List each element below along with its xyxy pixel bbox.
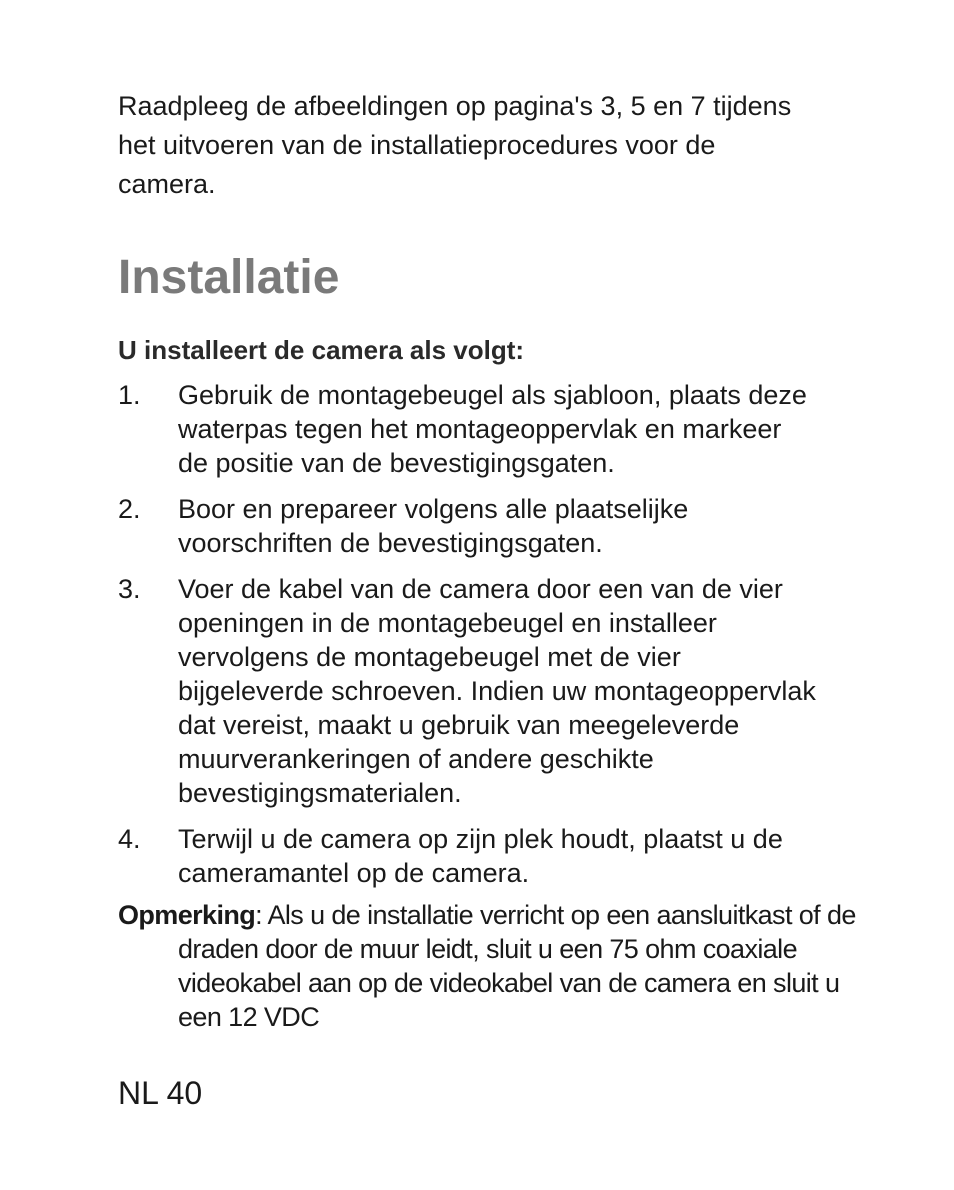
intro-paragraph: Raadpleeg de afbeeldingen op pagina's 3, 5 en 7 tijdens het uitvoeren van de installatieprocedures voor de camera. bbox=[118, 91, 792, 199]
list-item-step-2 bbox=[118, 492, 818, 560]
list-item-step-1 bbox=[118, 378, 818, 480]
list-item-step-3 bbox=[118, 572, 818, 810]
note-text: : Als u de installatie verricht op een aansluitkast of de draden door de muur leidt, sluit u een 75 ohm coaxiale videokabel aan op de videokabel van de camera en sluit u een 12 VDC bbox=[178, 900, 856, 1032]
step-number: 3. bbox=[118, 574, 141, 604]
note-paragraph bbox=[118, 898, 878, 1034]
section-subtitle: U installeert de camera als volgt: bbox=[118, 335, 525, 365]
note-label: Opmerking bbox=[118, 900, 256, 930]
step-text: Gebruik de montagebeugel als sjabloon, plaats deze waterpas tegen het montageoppervlak en markeer de positie van de bevestigingsgaten. bbox=[178, 380, 807, 478]
step-number: 4. bbox=[118, 824, 141, 854]
step-text: Boor en prepareer volgens alle plaatselijke voorschriften de bevestigingsgaten. bbox=[178, 494, 689, 558]
step-text: Terwijl u de camera op zijn plek houdt, plaatst u de cameramantel op de camera. bbox=[178, 824, 783, 888]
page-number: NL 40 bbox=[118, 1075, 203, 1111]
section-title: Installatie bbox=[118, 251, 340, 304]
step-number: 2. bbox=[118, 494, 141, 524]
step-text: Voer de kabel van de camera door een van de vier openingen in de montagebeugel en installeer vervolgens de montagebeugel met de vier bijgeleverde schroeven. Indien uw montageoppervlak dat vereist, maakt u gebruik van meegeleverde muurverankeringen of andere geschikte bevestigingsmaterialen. bbox=[178, 574, 816, 808]
list-item-step-4 bbox=[118, 822, 818, 890]
step-number: 1. bbox=[118, 380, 141, 410]
installation-steps-list bbox=[118, 378, 818, 902]
